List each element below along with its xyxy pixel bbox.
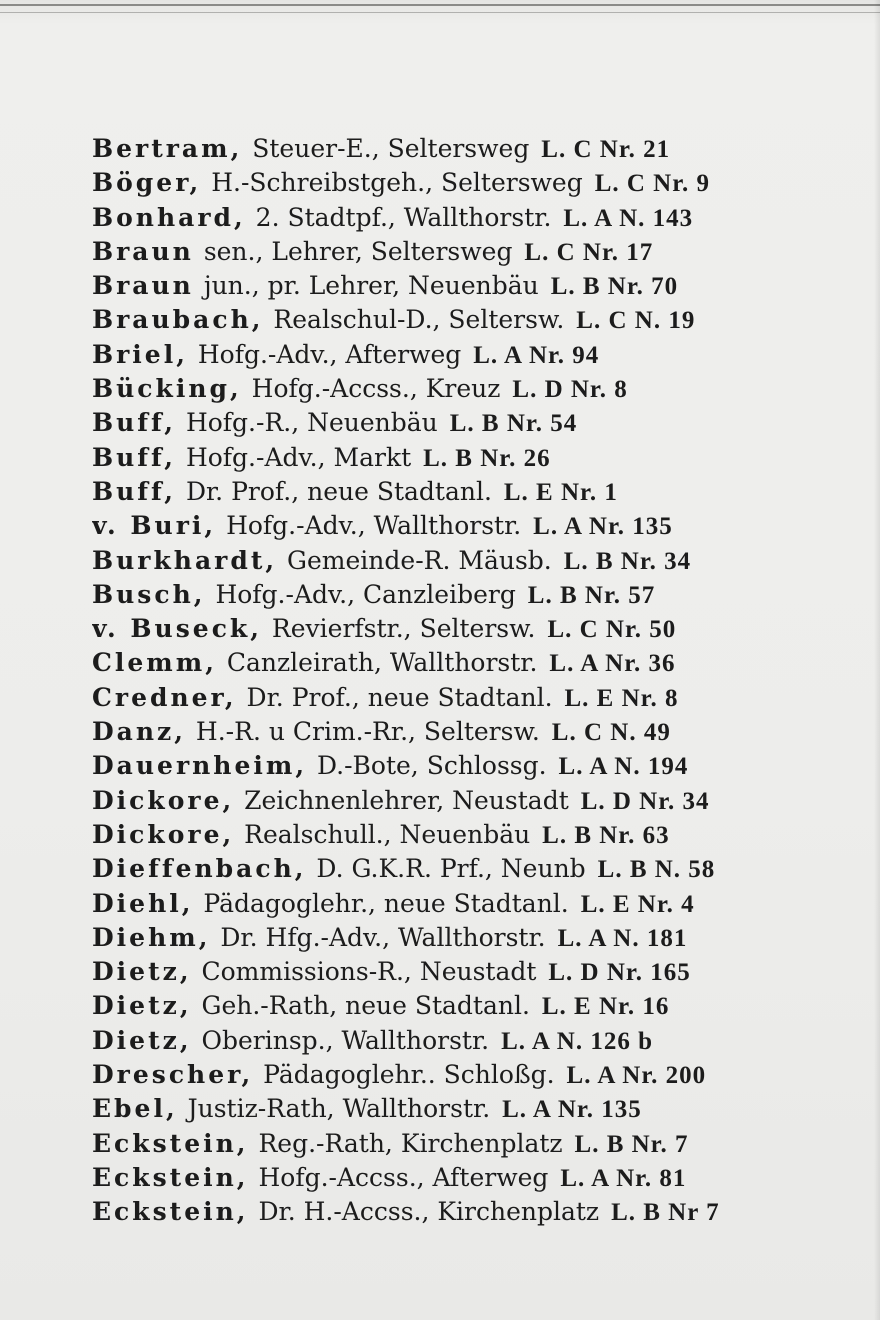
entry-description: sen., Lehrer, Seltersweg bbox=[203, 236, 513, 266]
entry-location: L. B Nr. 70 bbox=[550, 273, 679, 301]
entry-description: Revierfstr., Seltersw. bbox=[271, 614, 536, 644]
list-item bbox=[92, 1195, 832, 1229]
entry-surname: Drescher, bbox=[92, 1060, 254, 1090]
entry-surname: Dietz, bbox=[92, 1025, 192, 1055]
entry-description: Zeichnenlehrer, Neustadt bbox=[244, 785, 569, 815]
entry-surname: Böger, bbox=[92, 168, 202, 198]
list-item bbox=[92, 441, 832, 475]
list-item bbox=[92, 715, 832, 749]
entry-location: L. A N. 143 bbox=[563, 204, 694, 232]
list-item bbox=[92, 235, 832, 269]
entry-surname: v. Buri, bbox=[92, 511, 217, 541]
entry-description: Hofg.-Accss., Afterweg bbox=[258, 1162, 549, 1192]
entry-location: L. A Nr. 81 bbox=[560, 1164, 687, 1192]
top-border-line-secondary bbox=[0, 12, 880, 13]
entry-description: Dr. Hfg.-Adv., Wallthorstr. bbox=[220, 922, 546, 952]
entry-location: L. C Nr. 9 bbox=[594, 170, 711, 198]
entry-surname: Braun bbox=[92, 271, 194, 301]
entry-location: L. B Nr 7 bbox=[611, 1199, 720, 1227]
entry-description: 2. Stadtpf., Wallthorstr. bbox=[255, 202, 552, 232]
entry-location: L. C Nr. 17 bbox=[524, 238, 654, 266]
entry-description: jun., pr. Lehrer, Neuenbäu bbox=[203, 271, 539, 301]
entry-location: L. B Nr. 26 bbox=[423, 444, 551, 472]
entry-surname: Eckstein, bbox=[92, 1197, 249, 1227]
entry-location: L. C N. 19 bbox=[576, 307, 696, 335]
entry-description: Hofg.-Adv., Canzleiberg bbox=[215, 579, 516, 609]
entry-location: L. E Nr. 8 bbox=[564, 684, 679, 712]
entry-description: Dr. Prof., neue Stadtanl. bbox=[246, 682, 553, 712]
entry-description: Oberinsp., Wallthorstr. bbox=[201, 1025, 490, 1055]
entry-location: L. C N. 49 bbox=[551, 719, 671, 747]
entry-location: L. B Nr. 57 bbox=[527, 581, 656, 609]
list-item bbox=[92, 303, 832, 337]
list-item bbox=[92, 475, 832, 509]
entry-description: Pädagoglehr., neue Stadtanl. bbox=[203, 888, 569, 918]
entry-description: Pädagoglehr.. Schloßg. bbox=[263, 1060, 555, 1090]
entry-location: L. B Nr. 63 bbox=[542, 821, 670, 849]
entry-description: Hofg.-Accss., Kreuz bbox=[251, 374, 501, 404]
list-item bbox=[92, 1058, 832, 1092]
entry-location: L. A Nr. 135 bbox=[502, 1096, 642, 1124]
entry-surname: Credner, bbox=[92, 682, 237, 712]
list-item bbox=[92, 406, 832, 440]
list-item bbox=[92, 818, 832, 852]
entry-surname: Clemm, bbox=[92, 648, 217, 678]
entry-location: L. B N. 58 bbox=[597, 856, 716, 884]
entry-surname: Braubach, bbox=[92, 305, 264, 335]
list-item bbox=[92, 612, 832, 646]
entry-surname: Dietz, bbox=[92, 991, 192, 1021]
entry-location: L. E Nr. 16 bbox=[541, 993, 670, 1021]
list-item bbox=[92, 166, 832, 200]
entry-description: Realschul-D., Seltersw. bbox=[273, 305, 565, 335]
list-item bbox=[92, 887, 832, 921]
entry-surname: Ebel, bbox=[92, 1094, 178, 1124]
entry-surname: Diehm, bbox=[92, 922, 211, 952]
list-item bbox=[92, 1024, 832, 1058]
list-item bbox=[92, 372, 832, 406]
entry-surname: Bertram, bbox=[92, 134, 243, 163]
entry-surname: Briel, bbox=[92, 339, 188, 369]
entry-surname: Bonhard, bbox=[92, 202, 246, 232]
entry-location: L. A N. 181 bbox=[557, 924, 688, 952]
list-item bbox=[92, 578, 832, 612]
entry-location: L. C Nr. 21 bbox=[541, 136, 671, 163]
entry-location: L. B Nr. 54 bbox=[449, 410, 578, 438]
entry-location: L. B Nr. 34 bbox=[563, 547, 692, 575]
list-item bbox=[92, 681, 832, 715]
list-item bbox=[92, 989, 832, 1023]
entry-description: Steuer-E., Seltersweg bbox=[252, 134, 530, 163]
entry-description: Hofg.-Adv., Afterweg bbox=[197, 339, 462, 369]
entry-surname: Busch, bbox=[92, 579, 206, 609]
entry-location: L. A Nr. 94 bbox=[473, 341, 600, 369]
page-edge-shadow bbox=[874, 0, 880, 1320]
entry-location: L. A N. 194 bbox=[558, 753, 689, 781]
entry-description: Geh.-Rath, neue Stadtanl. bbox=[201, 991, 530, 1021]
entry-description: Canzleirath, Wallthorstr. bbox=[226, 648, 538, 678]
entry-description: Commissions-R., Neustadt bbox=[201, 957, 537, 987]
entry-description: Hofg.-R., Neuenbäu bbox=[185, 408, 438, 438]
entry-surname: Diehl, bbox=[92, 888, 194, 918]
list-item bbox=[92, 338, 832, 372]
list-item bbox=[92, 269, 832, 303]
list-item bbox=[92, 509, 832, 543]
list-item bbox=[92, 201, 832, 235]
entry-location: L. A Nr. 135 bbox=[533, 513, 673, 541]
entry-description: Dr. H.-Accss., Kirchenplatz bbox=[258, 1197, 600, 1227]
entry-surname: Dickore, bbox=[92, 785, 235, 815]
entry-description: Reg.-Rath, Kirchenplatz bbox=[258, 1128, 563, 1158]
list-item bbox=[92, 852, 832, 886]
entry-description: H.-Schreibstgeh., Seltersweg bbox=[211, 168, 583, 198]
list-item bbox=[92, 749, 832, 783]
entry-description: Justiz-Rath, Wallthorstr. bbox=[187, 1094, 491, 1124]
entry-location: L. D Nr. 8 bbox=[512, 376, 628, 404]
entry-surname: Dieffenbach, bbox=[92, 854, 307, 884]
top-border-line bbox=[0, 4, 880, 6]
entry-location: L. D Nr. 165 bbox=[548, 959, 691, 987]
address-list bbox=[92, 132, 832, 1230]
entry-location: L. A Nr. 36 bbox=[549, 650, 676, 678]
entry-location: L. B Nr. 7 bbox=[574, 1130, 689, 1158]
entry-description: Realschull., Neuenbäu bbox=[244, 819, 531, 849]
entry-surname: Dauernheim, bbox=[92, 751, 308, 781]
entry-location: L. E Nr. 4 bbox=[580, 890, 695, 918]
list-item bbox=[92, 1127, 832, 1161]
entry-surname: Braun bbox=[92, 236, 194, 266]
entry-description: D. G.K.R. Prf., Neunb bbox=[316, 854, 586, 884]
entry-description: H.-R. u Crim.-Rr., Seltersw. bbox=[195, 717, 540, 747]
list-item bbox=[92, 921, 832, 955]
list-item bbox=[92, 784, 832, 818]
entry-surname: Dietz, bbox=[92, 957, 192, 987]
entry-surname: Bücking, bbox=[92, 374, 242, 404]
entry-description: Hofg.-Adv., Markt bbox=[185, 442, 412, 472]
entry-surname: v. Buseck, bbox=[92, 614, 262, 644]
entry-description: Gemeinde-R. Mäusb. bbox=[287, 545, 552, 575]
entry-description: D.-Bote, Schlossg. bbox=[317, 751, 547, 781]
entry-location: L. A Nr. 200 bbox=[566, 1062, 707, 1090]
list-item bbox=[92, 646, 832, 680]
entry-description: Hofg.-Adv., Wallthorstr. bbox=[226, 511, 522, 541]
entry-surname: Buff, bbox=[92, 442, 176, 472]
entry-surname: Eckstein, bbox=[92, 1162, 249, 1192]
entry-surname: Burkhardt, bbox=[92, 545, 278, 575]
entry-surname: Eckstein, bbox=[92, 1128, 249, 1158]
list-item bbox=[92, 955, 832, 989]
entry-description: Dr. Prof., neue Stadtanl. bbox=[185, 476, 492, 506]
entry-location: L. A N. 126 b bbox=[501, 1027, 653, 1055]
entry-surname: Dickore, bbox=[92, 819, 235, 849]
entry-surname: Buff, bbox=[92, 476, 176, 506]
entry-location: L. D Nr. 34 bbox=[580, 787, 710, 815]
entry-location: L. E Nr. 1 bbox=[503, 478, 618, 506]
entry-surname: Danz, bbox=[92, 717, 186, 747]
list-item bbox=[92, 1161, 832, 1195]
list-item bbox=[92, 132, 832, 166]
entry-location: L. C Nr. 50 bbox=[547, 616, 677, 644]
list-item bbox=[92, 544, 832, 578]
entry-surname: Buff, bbox=[92, 408, 176, 438]
list-item bbox=[92, 1092, 832, 1126]
